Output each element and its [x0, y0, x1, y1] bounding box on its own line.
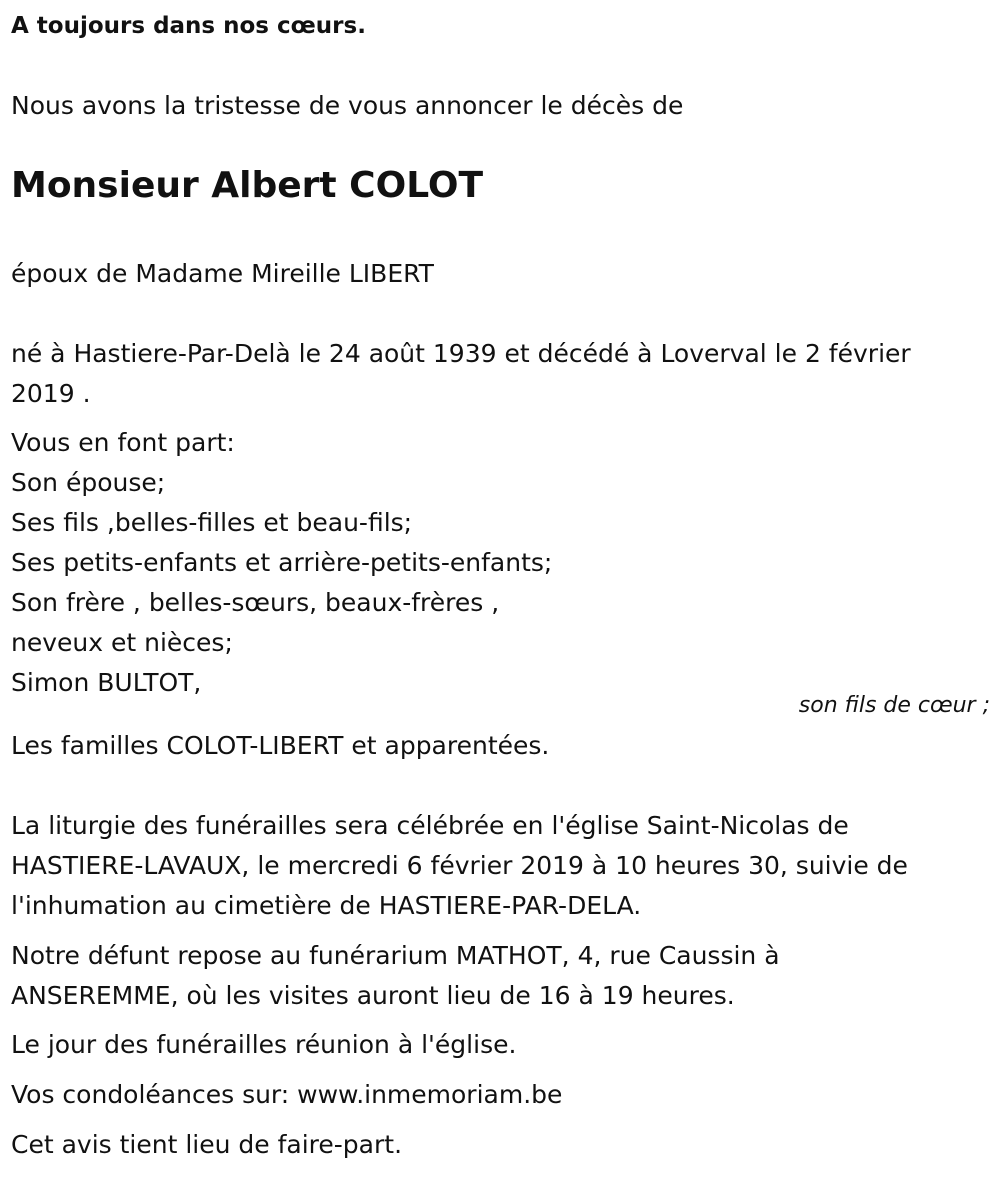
reunion-line: Le jour des funérailles réunion à l'église. [11, 1030, 517, 1059]
family-member: Son épouse; [11, 468, 166, 497]
repose-line-1: Notre défunt repose au funérarium MATHOT, 4, rue Caussin à [11, 941, 780, 970]
liturgy-line-3: l'inhumation au cimetière de HASTIERE-PAR-DELA. [11, 891, 642, 920]
condolences-line: Vos condoléances sur: www.inmemoriam.be [11, 1080, 563, 1109]
family-member: neveux et nièces; [11, 628, 233, 657]
families-line: Les familles COLOT-LIBERT et apparentées. [11, 731, 550, 760]
motto: A toujours dans nos cœurs. [11, 13, 366, 39]
family-intro: Vous en font part: [11, 428, 235, 457]
repose-line-2: ANSEREMME, où les visites auront lieu de 16 à 19 heures. [11, 981, 735, 1010]
family-member: Ses fils ,belles-filles et beau-fils; [11, 508, 413, 537]
deceased-name: Monsieur Albert COLOT [11, 165, 484, 206]
family-member: Ses petits-enfants et arrière-petits-enfants; [11, 548, 553, 577]
intro-text: Nous avons la tristesse de vous annoncer le décès de [11, 91, 684, 120]
liturgy-line-2: HASTIERE-LAVAUX, le mercredi 6 février 2019 à 10 heures 30, suivie de [11, 851, 908, 880]
birth-death-line-2: 2019 . [11, 379, 91, 408]
birth-death-line-1: né à Hastiere-Par-Delà le 24 août 1939 et décédé à Loverval le 2 février [11, 339, 911, 368]
liturgy-line-1: La liturgie des funérailles sera célébrée en l'église Saint-Nicolas de [11, 811, 849, 840]
closing-line: Cet avis tient lieu de faire-part. [11, 1130, 403, 1159]
family-member: Son frère , belles-sœurs, beaux-frères , [11, 588, 500, 617]
family-member: Simon BULTOT, [11, 668, 202, 697]
spouse-line: époux de Madame Mireille LIBERT [11, 259, 434, 288]
simon-note: son fils de cœur ; [798, 693, 990, 718]
